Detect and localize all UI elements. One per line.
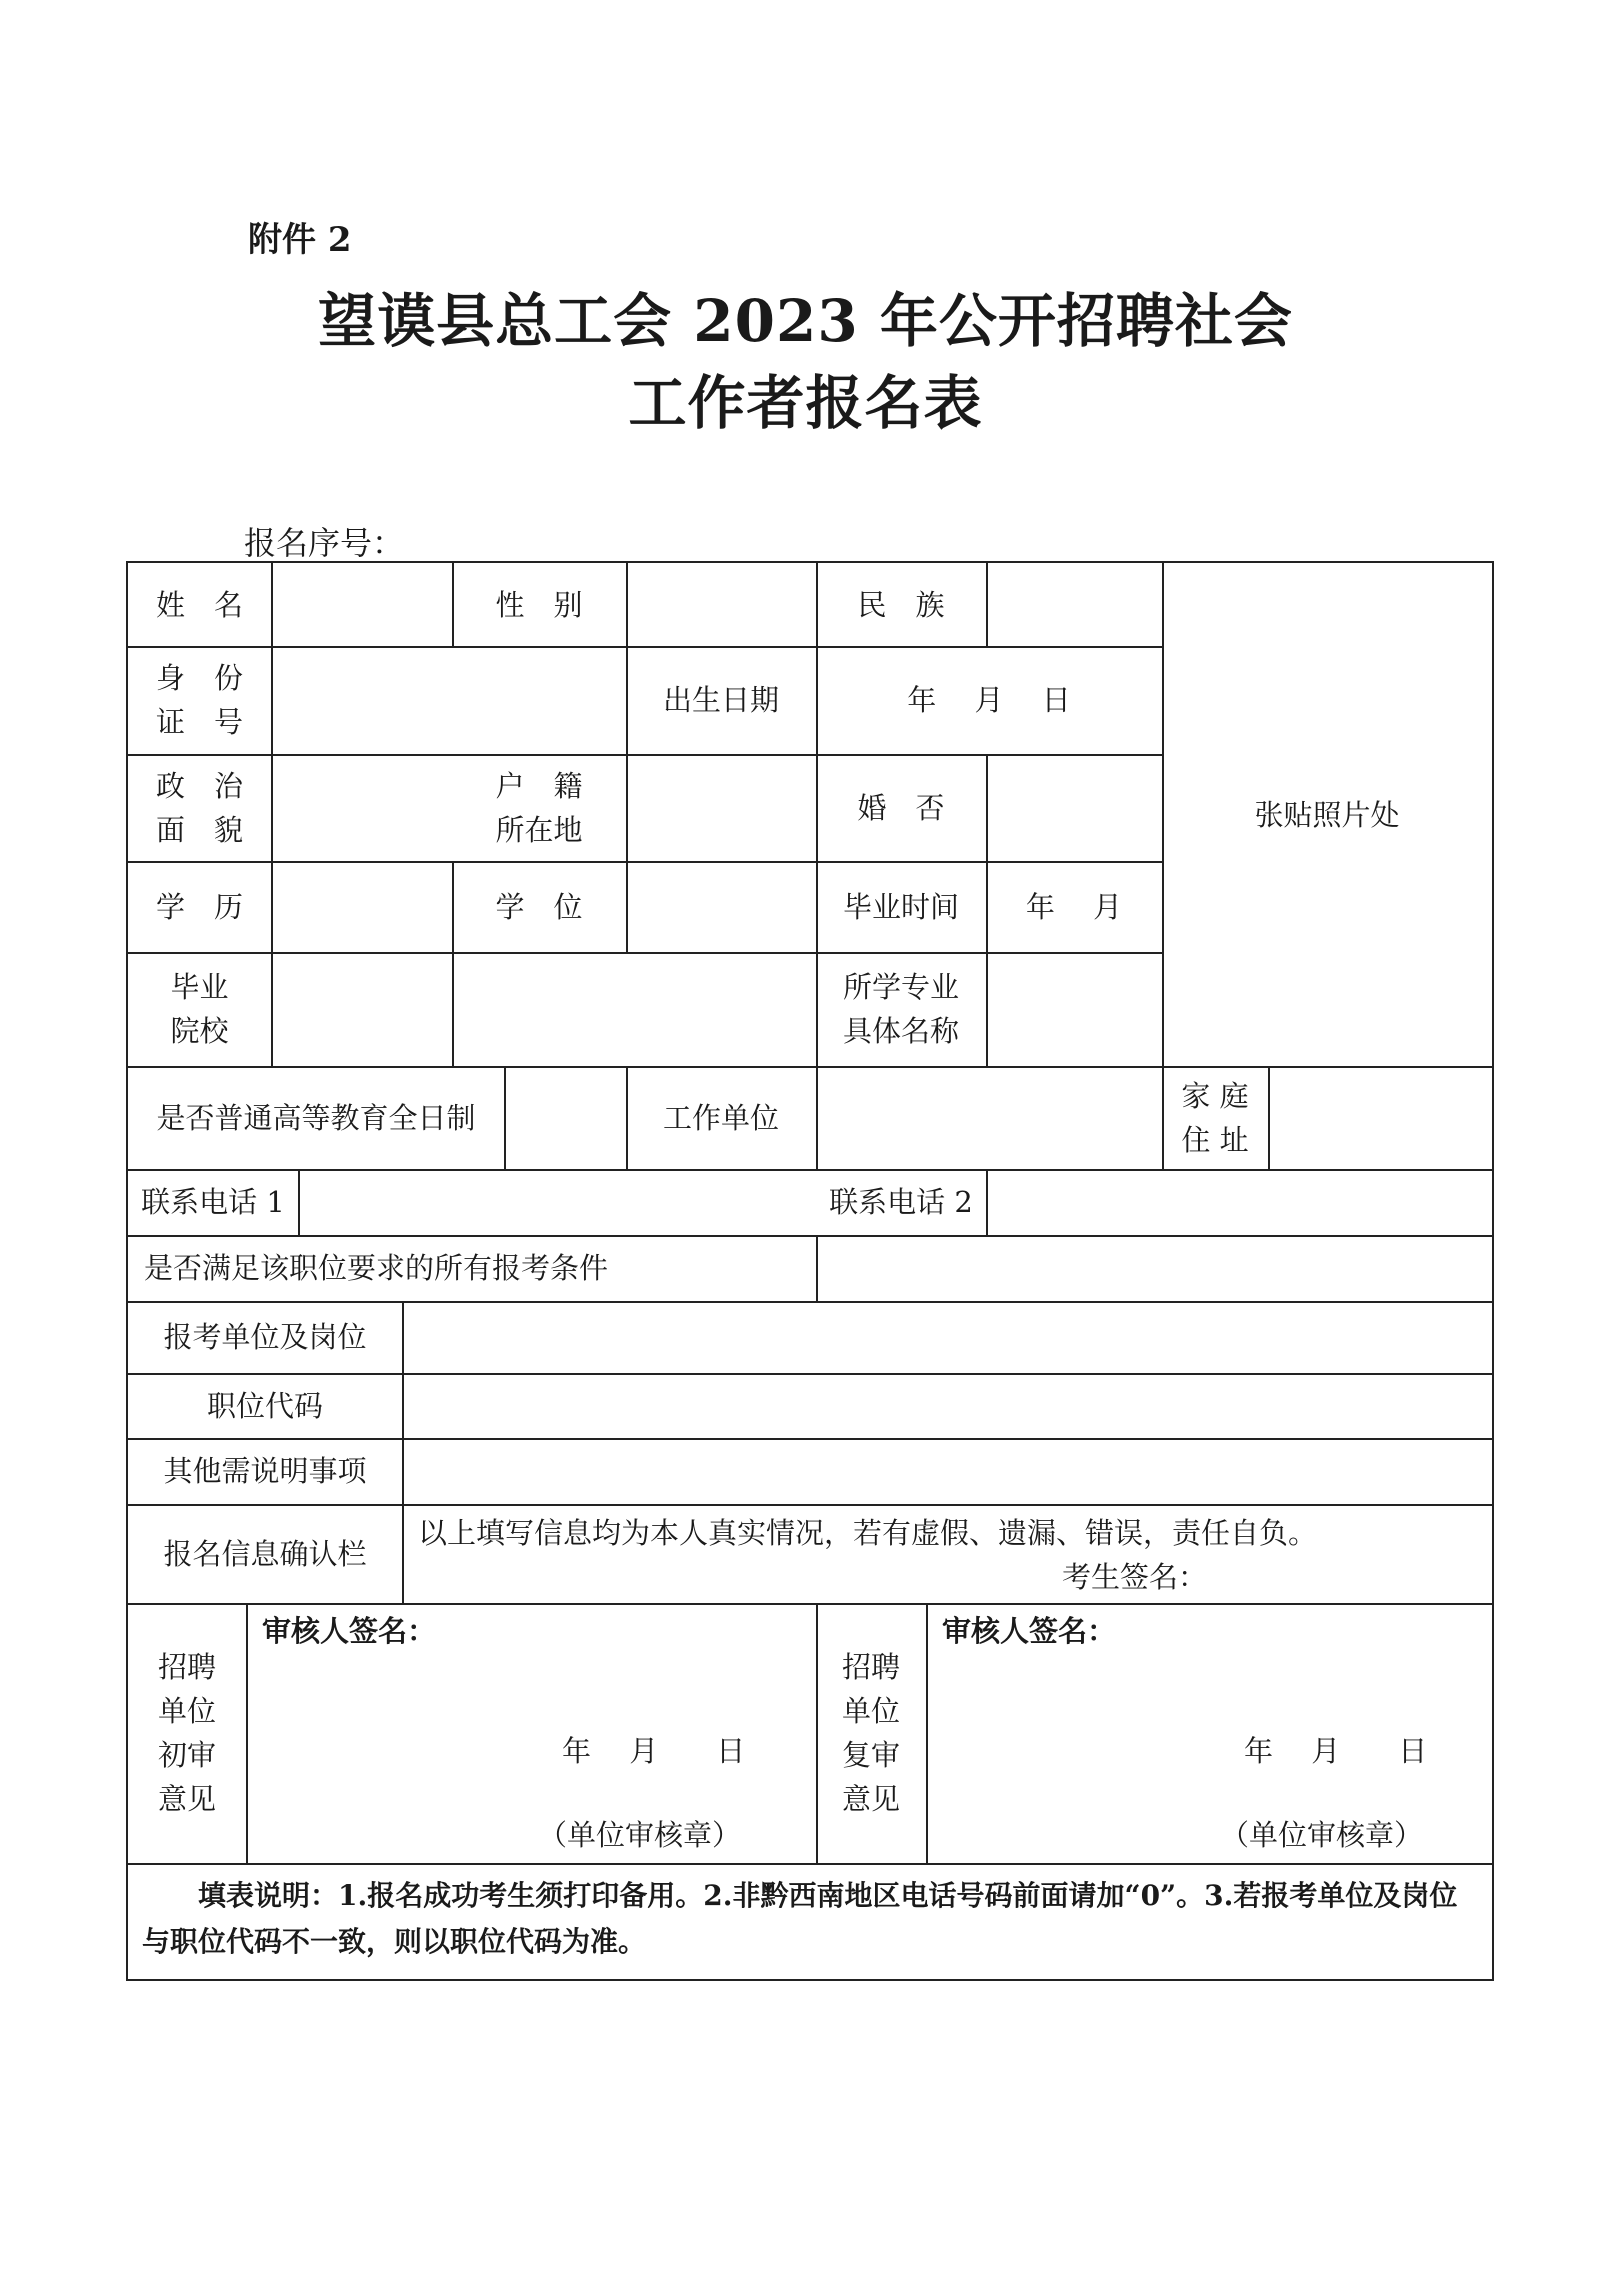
registration-form-table xyxy=(126,561,1494,1981)
attachment-label: 附件 2 xyxy=(248,220,352,260)
graduation-time-value: 年 月 xyxy=(1025,889,1123,924)
form-instructions xyxy=(142,1873,1482,1965)
ethnicity-label: 民 族 xyxy=(857,587,945,622)
initial-review-date: 年 月 日 xyxy=(562,1734,746,1768)
col-line xyxy=(504,1066,506,1169)
title-line-1: 望谟县总工会 2023 年公开招聘社会 xyxy=(318,287,1293,355)
initial-reviewer-signature-label: 审核人签名： xyxy=(262,1614,437,1648)
col-line xyxy=(246,1603,248,1863)
work-unit-label: 工作单位 xyxy=(662,1100,779,1135)
other-notes-label: 其他需说明事项 xyxy=(163,1454,367,1488)
second-reviewer-signature-label: 审核人签名： xyxy=(942,1614,1117,1648)
row-line xyxy=(128,754,1162,756)
graduation-time-label: 毕业时间 xyxy=(842,889,959,924)
serial-number-label: 报名序号： xyxy=(244,524,405,562)
form-instructions-text: 填表说明：1.报名成功考生须打印备用。2.非黔西南地区电话号码前面请加“0”。3.若报考单位及岗位与职位代码不一致，则以职位代码为准。 xyxy=(142,1879,1458,1958)
col-line xyxy=(986,563,988,646)
col-line xyxy=(1268,1066,1270,1169)
id-number-label: 身 份 证 号 xyxy=(155,661,243,739)
row-line xyxy=(128,952,1162,954)
second-review-label: 招聘 单位 复审 意见 xyxy=(841,1650,900,1816)
col-line xyxy=(271,563,273,1066)
meets-requirements-label: 是否满足该职位要求的所有报考条件 xyxy=(144,1251,609,1285)
education-label: 学 历 xyxy=(155,889,243,924)
phone1-label: 联系电话 1 xyxy=(141,1185,285,1219)
initial-review-seal: （单位审核章） xyxy=(538,1818,742,1852)
col-line xyxy=(626,563,628,952)
title-line-2: 工作者报名表 xyxy=(628,369,983,437)
photo-placeholder: 张贴照片处 xyxy=(1254,797,1400,832)
phone2-label: 联系电话 2 xyxy=(829,1185,973,1219)
birth-date-label: 出生日期 xyxy=(662,683,779,717)
col-line xyxy=(402,1301,404,1603)
gender-label: 性 别 xyxy=(495,587,583,622)
degree-label: 学 位 xyxy=(495,889,583,924)
name-label: 姓 名 xyxy=(155,587,243,622)
col-line xyxy=(926,1603,928,1863)
second-review-seal: （单位审核章） xyxy=(1220,1818,1424,1852)
candidate-signature-label: 考生签名： xyxy=(1062,1560,1208,1594)
major-label: 所学专业 具体名称 xyxy=(842,970,959,1048)
apply-position-label: 报考单位及岗位 xyxy=(163,1320,367,1354)
birth-date-value: 年 月 日 xyxy=(907,683,1071,717)
row-line xyxy=(128,1603,1492,1605)
confirm-label: 报名信息确认栏 xyxy=(163,1536,367,1571)
political-status-label: 政 治 面 貌 xyxy=(155,768,243,847)
school-label: 毕业 院校 xyxy=(170,970,229,1048)
initial-review-label: 招聘 单位 初审 意见 xyxy=(157,1650,216,1816)
second-review-date: 年 月 日 xyxy=(1244,1734,1428,1768)
page-title xyxy=(0,280,1611,444)
position-code-label: 职位代码 xyxy=(206,1388,323,1423)
home-address-label: 家 庭 住 址 xyxy=(1181,1078,1249,1157)
col-line xyxy=(298,1169,300,1235)
row-line xyxy=(128,1169,1492,1171)
confirm-statement: 以上填写信息均为本人真实情况，若有虚假、遗漏、错误，责任自负。 xyxy=(418,1516,1318,1550)
col-line xyxy=(816,1235,818,1301)
row-line xyxy=(128,1863,1492,1865)
marital-status-label: 婚 否 xyxy=(857,790,945,825)
household-registration-label: 户 籍 所在地 xyxy=(495,768,583,847)
col-line xyxy=(986,1169,988,1235)
fulltime-label: 是否普通高等教育全日制 xyxy=(156,1100,476,1135)
